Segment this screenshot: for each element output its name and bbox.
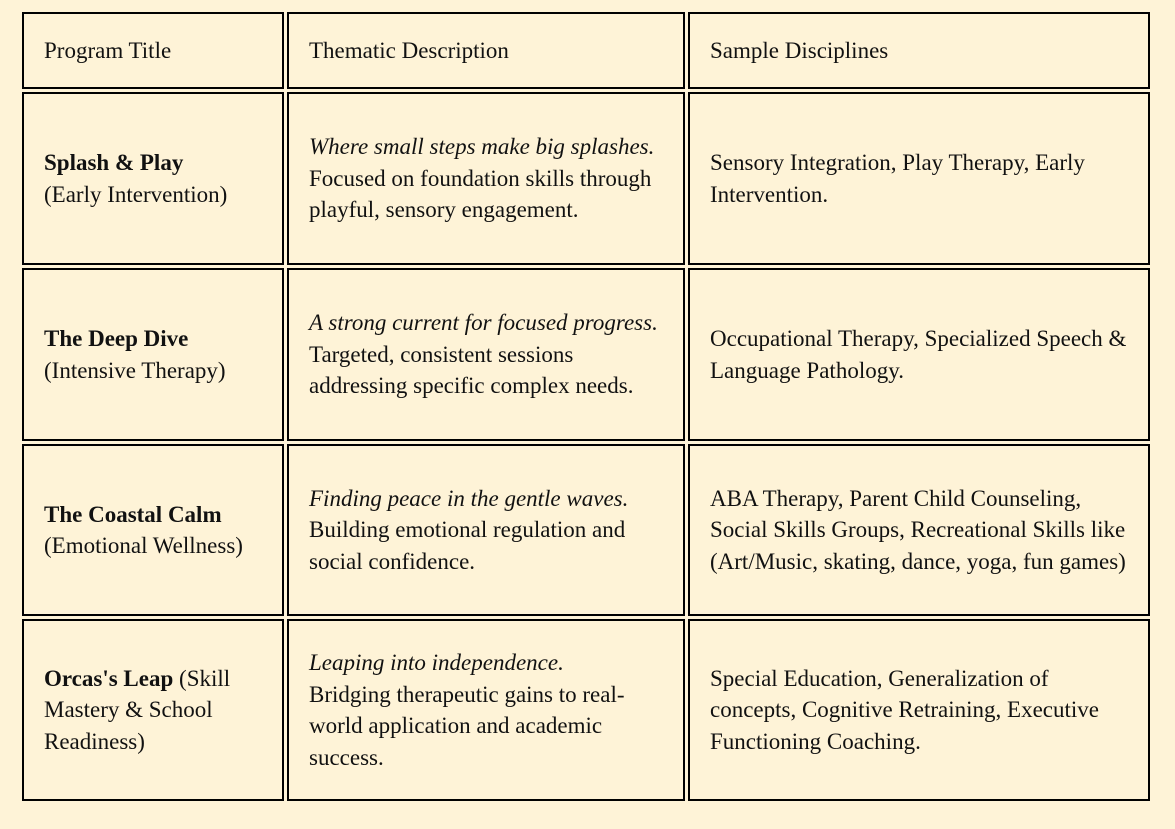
- program-subtitle: (Emotional Wellness): [44, 533, 243, 558]
- table-row: [22, 444, 1150, 616]
- table-row: [22, 92, 1150, 265]
- thematic-description-cell: [287, 444, 685, 616]
- program-disciplines: Sensory Integration, Play Therapy, Early Intervention.: [710, 150, 1085, 207]
- program-name: The Coastal Calm: [44, 501, 222, 527]
- program-disciplines: Occupational Therapy, Specialized Speech & Language Pathology.: [710, 326, 1127, 383]
- header-thematic-description: Thematic Description: [287, 12, 685, 89]
- program-subtitle: (Early Intervention): [44, 181, 228, 207]
- thematic-description-cell: [287, 619, 685, 801]
- program-title-cell: [22, 268, 284, 441]
- program-subtitle: (Intensive Therapy): [44, 357, 226, 383]
- program-title-cell: [22, 444, 284, 616]
- header-program-title: Program Title: [22, 12, 284, 89]
- sample-disciplines-cell: [688, 444, 1150, 616]
- program-name: Orcas's Leap: [44, 665, 174, 691]
- program-tagline: Finding peace in the gentle waves.: [309, 485, 629, 511]
- program-disciplines: ABA Therapy, Parent Child Counseling, Social Skills Groups, Recreational Skills like (Art/Music, skating, dance, yoga, fun games): [710, 485, 1126, 574]
- header-sample-disciplines: Sample Disciplines: [688, 12, 1150, 89]
- sample-disciplines-cell: [688, 92, 1150, 265]
- program-description: Building emotional regulation and social confidence.: [309, 517, 626, 574]
- program-name: The Deep Dive: [44, 326, 189, 351]
- table-row: [22, 619, 1150, 801]
- programs-table: [19, 9, 1153, 804]
- program-tagline: Leaping into independence.: [309, 650, 564, 675]
- program-disciplines: Special Education, Generalization of concepts, Cognitive Retraining, Executive Functioning Coaching.: [710, 665, 1099, 754]
- sample-disciplines-cell: [688, 619, 1150, 801]
- program-description: Targeted, consistent sessions addressing specific complex needs.: [309, 341, 634, 399]
- thematic-description-cell: [287, 92, 685, 265]
- program-subtitle: (Skill Mastery & School Readiness): [44, 665, 231, 754]
- thematic-description-cell: [287, 268, 685, 441]
- program-tagline: A strong current for focused progress.: [309, 310, 658, 336]
- program-description: Bridging therapeutic gains to real-world application and academic success.: [309, 681, 625, 770]
- program-name: Splash & Play: [44, 150, 184, 175]
- program-title-cell: [22, 619, 284, 801]
- program-tagline: Where small steps make big splashes.: [309, 134, 655, 160]
- table-header-row: [22, 12, 1150, 89]
- program-title-cell: [22, 92, 284, 265]
- sample-disciplines-cell: [688, 268, 1150, 441]
- program-description: Focused on foundation skills through playful, sensory engagement.: [309, 165, 652, 223]
- table-row: [22, 268, 1150, 441]
